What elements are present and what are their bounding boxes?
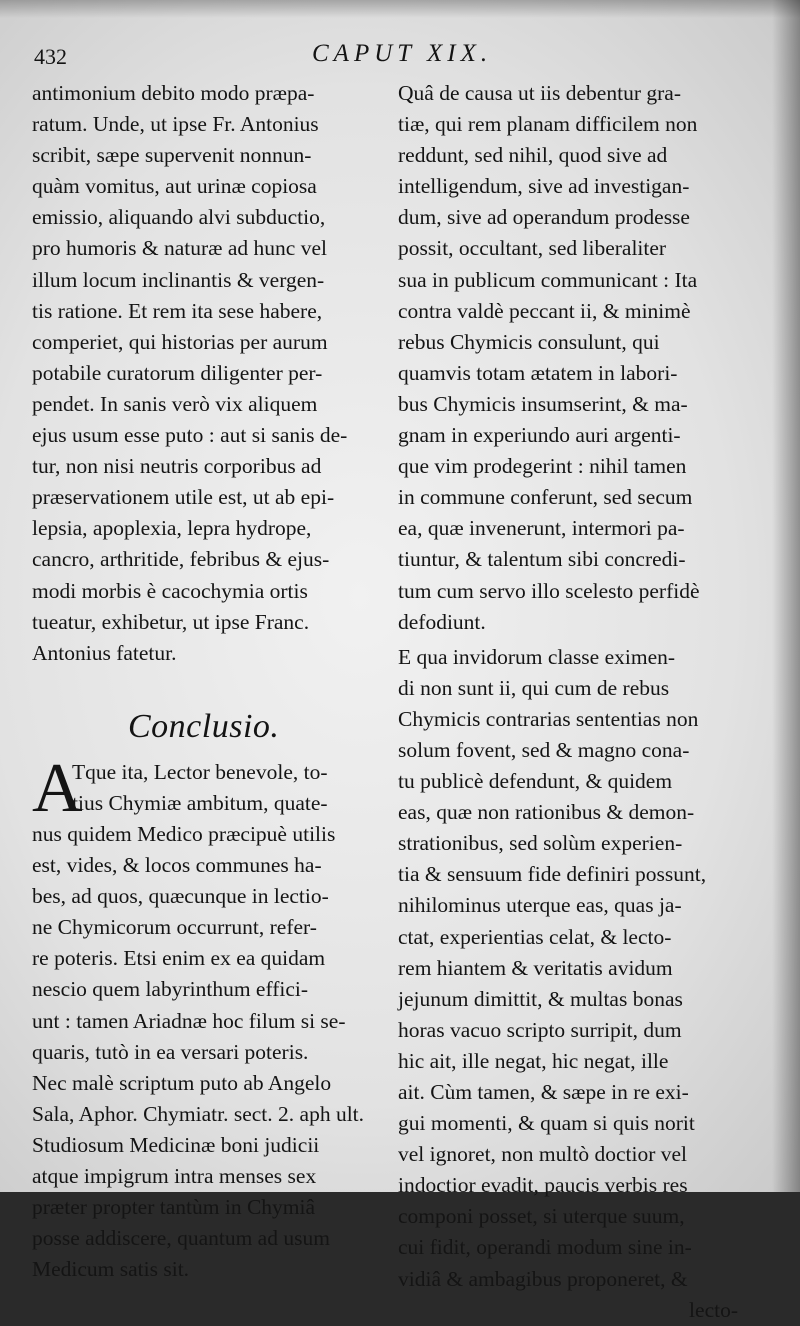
page-gutter-shadow (772, 0, 800, 1192)
text-line: scribit, sæpe supervenit nonnun- (32, 143, 312, 168)
text-line: bus Chymicis insumserint, & ma- (398, 391, 688, 416)
text-line: unt : tamen Ariadnæ hoc filum si se- (32, 1008, 346, 1033)
text-line: vidiâ & ambagibus proponeret, & (398, 1266, 688, 1291)
section-heading: Conclusio. (128, 707, 280, 745)
text-line: tia & sensuum fide definiri possunt, (398, 862, 707, 887)
text-line: tu publicè defendunt, & quidem (398, 769, 673, 794)
text-line: quàm vomitus, aut urinæ copiosa (32, 174, 317, 199)
text-line: præter propter tantùm in Chymiâ (32, 1195, 316, 1220)
text-line: lepsia, apoplexia, lepra hydrope, (32, 516, 312, 541)
text-line: cui fidit, operandi modum sine in- (398, 1235, 692, 1260)
text-line: rem hiantem & veritatis avidum (398, 955, 673, 980)
text-line: rebus Chymicis consulunt, qui (398, 329, 660, 354)
text-line: Sala, Aphor. Chymiatr. sect. 2. aph ult. (32, 1101, 365, 1126)
text-line: præservationem utile est, ut ab epi- (32, 485, 335, 510)
text-line: Antonius fatetur. (32, 640, 177, 665)
text-line: nus quidem Medico præcipuè utilis (32, 821, 336, 846)
text-line: dum, sive ad operandum prodesse (398, 205, 690, 230)
text-line: intelligendum, sive ad investigan- (398, 174, 690, 199)
text-line: re poteris. Etsi enim ex ea quidam (32, 946, 326, 971)
text-line: pendet. In sanis verò vix aliquem (32, 391, 318, 416)
text-line: posse addiscere, quantum ad usum (32, 1226, 330, 1251)
text-line: possit, occultant, sed liberaliter (398, 236, 667, 261)
text-line: Nec malè scriptum puto ab Angelo (32, 1070, 332, 1095)
text-line: in commune conferunt, sed secum (398, 485, 693, 510)
text-line: defodiunt. (398, 609, 486, 634)
catchword: lecto- (689, 1297, 738, 1322)
text-line: tis ratione. Et rem ita sese habere, (32, 298, 323, 323)
text-line: pro humoris & naturæ ad hunc vel (32, 236, 327, 261)
text-line: bes, ad quos, quæcunque in lectio- (32, 884, 329, 909)
text-line: ait. Cùm tamen, & sæpe in re exi- (398, 1080, 689, 1104)
text-line: tiæ, qui rem planam difficilem non (398, 112, 698, 137)
text-line: ejus usum esse puto : aut si sanis de- (32, 423, 348, 448)
text-line: reddunt, sed nihil, quod sive ad (398, 143, 668, 168)
text-line: modi morbis è cacochymia ortis (32, 578, 308, 603)
text-line: Medicum satis sit. (32, 1257, 190, 1282)
text-line: nescio quem labyrinthum effici- (32, 977, 309, 1002)
text-line: tius Chymiæ ambitum, quate- (72, 790, 328, 815)
page-top-shadow (0, 0, 800, 18)
text-line: potabile curatorum diligenter per- (32, 360, 323, 385)
text-line: solum fovent, sed & magno cona- (398, 737, 690, 762)
text-line: ne Chymicorum occurrunt, refer- (32, 915, 317, 940)
text-line: nihilominus uterque eas, quas ja- (398, 893, 682, 918)
text-line: Chymicis contrarias sententias non (398, 706, 699, 731)
text-line: illum locum inclinantis & vergen- (32, 267, 325, 292)
text-line: sua in publicum communicant : Ita (398, 267, 698, 292)
text-line: antimonium debito modo præpa- (32, 81, 315, 105)
right-column (398, 78, 742, 1326)
text-line: contra valdè peccant ii, & minimè (398, 298, 691, 323)
text-line: strationibus, sed solùm experien- (398, 831, 683, 856)
text-line: que vim prodegerint : nihil tamen (398, 454, 687, 479)
text-line: tueatur, exhibetur, ut ipse Franc. (32, 609, 310, 634)
text-line: hic ait, ille negat, hic negat, ille (398, 1048, 669, 1073)
text-line: componi posset, si uterque suum, (398, 1204, 685, 1229)
text-line: ratum. Unde, ut ipse Fr. Antonius (32, 112, 319, 137)
text-line: vel ignoret, non multò doctior vel (398, 1142, 688, 1167)
text-line: jejunum dimittit, & multas bonas (398, 986, 683, 1011)
text-line: ctat, experientias celat, & lecto- (398, 924, 672, 949)
text-line: cancro, arthritide, febribus & ejus- (32, 547, 330, 572)
text-line: eas, quæ non rationibus & demon- (398, 800, 695, 825)
text-line: quaris, tutò in ea versari poteris. (32, 1039, 309, 1064)
text-line: quamvis totam ætatem in labori- (398, 360, 678, 385)
text-line: comperiet, qui historias per aurum (32, 329, 328, 354)
text-line: tum cum servo illo scelesto perfidè (398, 578, 700, 603)
text-line: tur, non nisi neutris corporibus ad (32, 454, 322, 479)
text-line: gnam in experiundo auri argenti- (398, 423, 681, 448)
drop-cap: A (32, 749, 83, 827)
text-line: est, vides, & locos communes ha- (32, 853, 322, 878)
running-head: CAPUT XIX. (312, 40, 493, 67)
text-line: ea, quæ invenerunt, intermori pa- (398, 516, 685, 541)
dropcap-paragraph (32, 749, 384, 827)
left-column (32, 78, 384, 1285)
text-line: di non sunt ii, qui cum de rebus (398, 675, 670, 700)
text-line: horas vacuo scripto surripit, dum (398, 1017, 682, 1042)
text-line: gui momenti, & quam si quis norit (398, 1111, 695, 1136)
text-line-content: Tque ita, Lector benevole, to- (72, 759, 328, 784)
text-line: emissio, aliquando alvi subductio, (32, 205, 326, 230)
text-line: tiuntur, & talentum sibi concredi- (398, 547, 686, 572)
text-line: indoctior evadit, paucis verbis res (398, 1173, 688, 1198)
page-number: 432 (34, 44, 67, 69)
text-line: Quâ de causa ut iis debentur gra- (398, 81, 681, 105)
text-line: atque impigrum intra menses sex (32, 1164, 317, 1188)
text-line (32, 757, 384, 788)
text-line: E qua invidorum classe eximen- (398, 644, 676, 669)
text-line: Studiosum Medicinæ boni judicii (32, 1132, 320, 1157)
